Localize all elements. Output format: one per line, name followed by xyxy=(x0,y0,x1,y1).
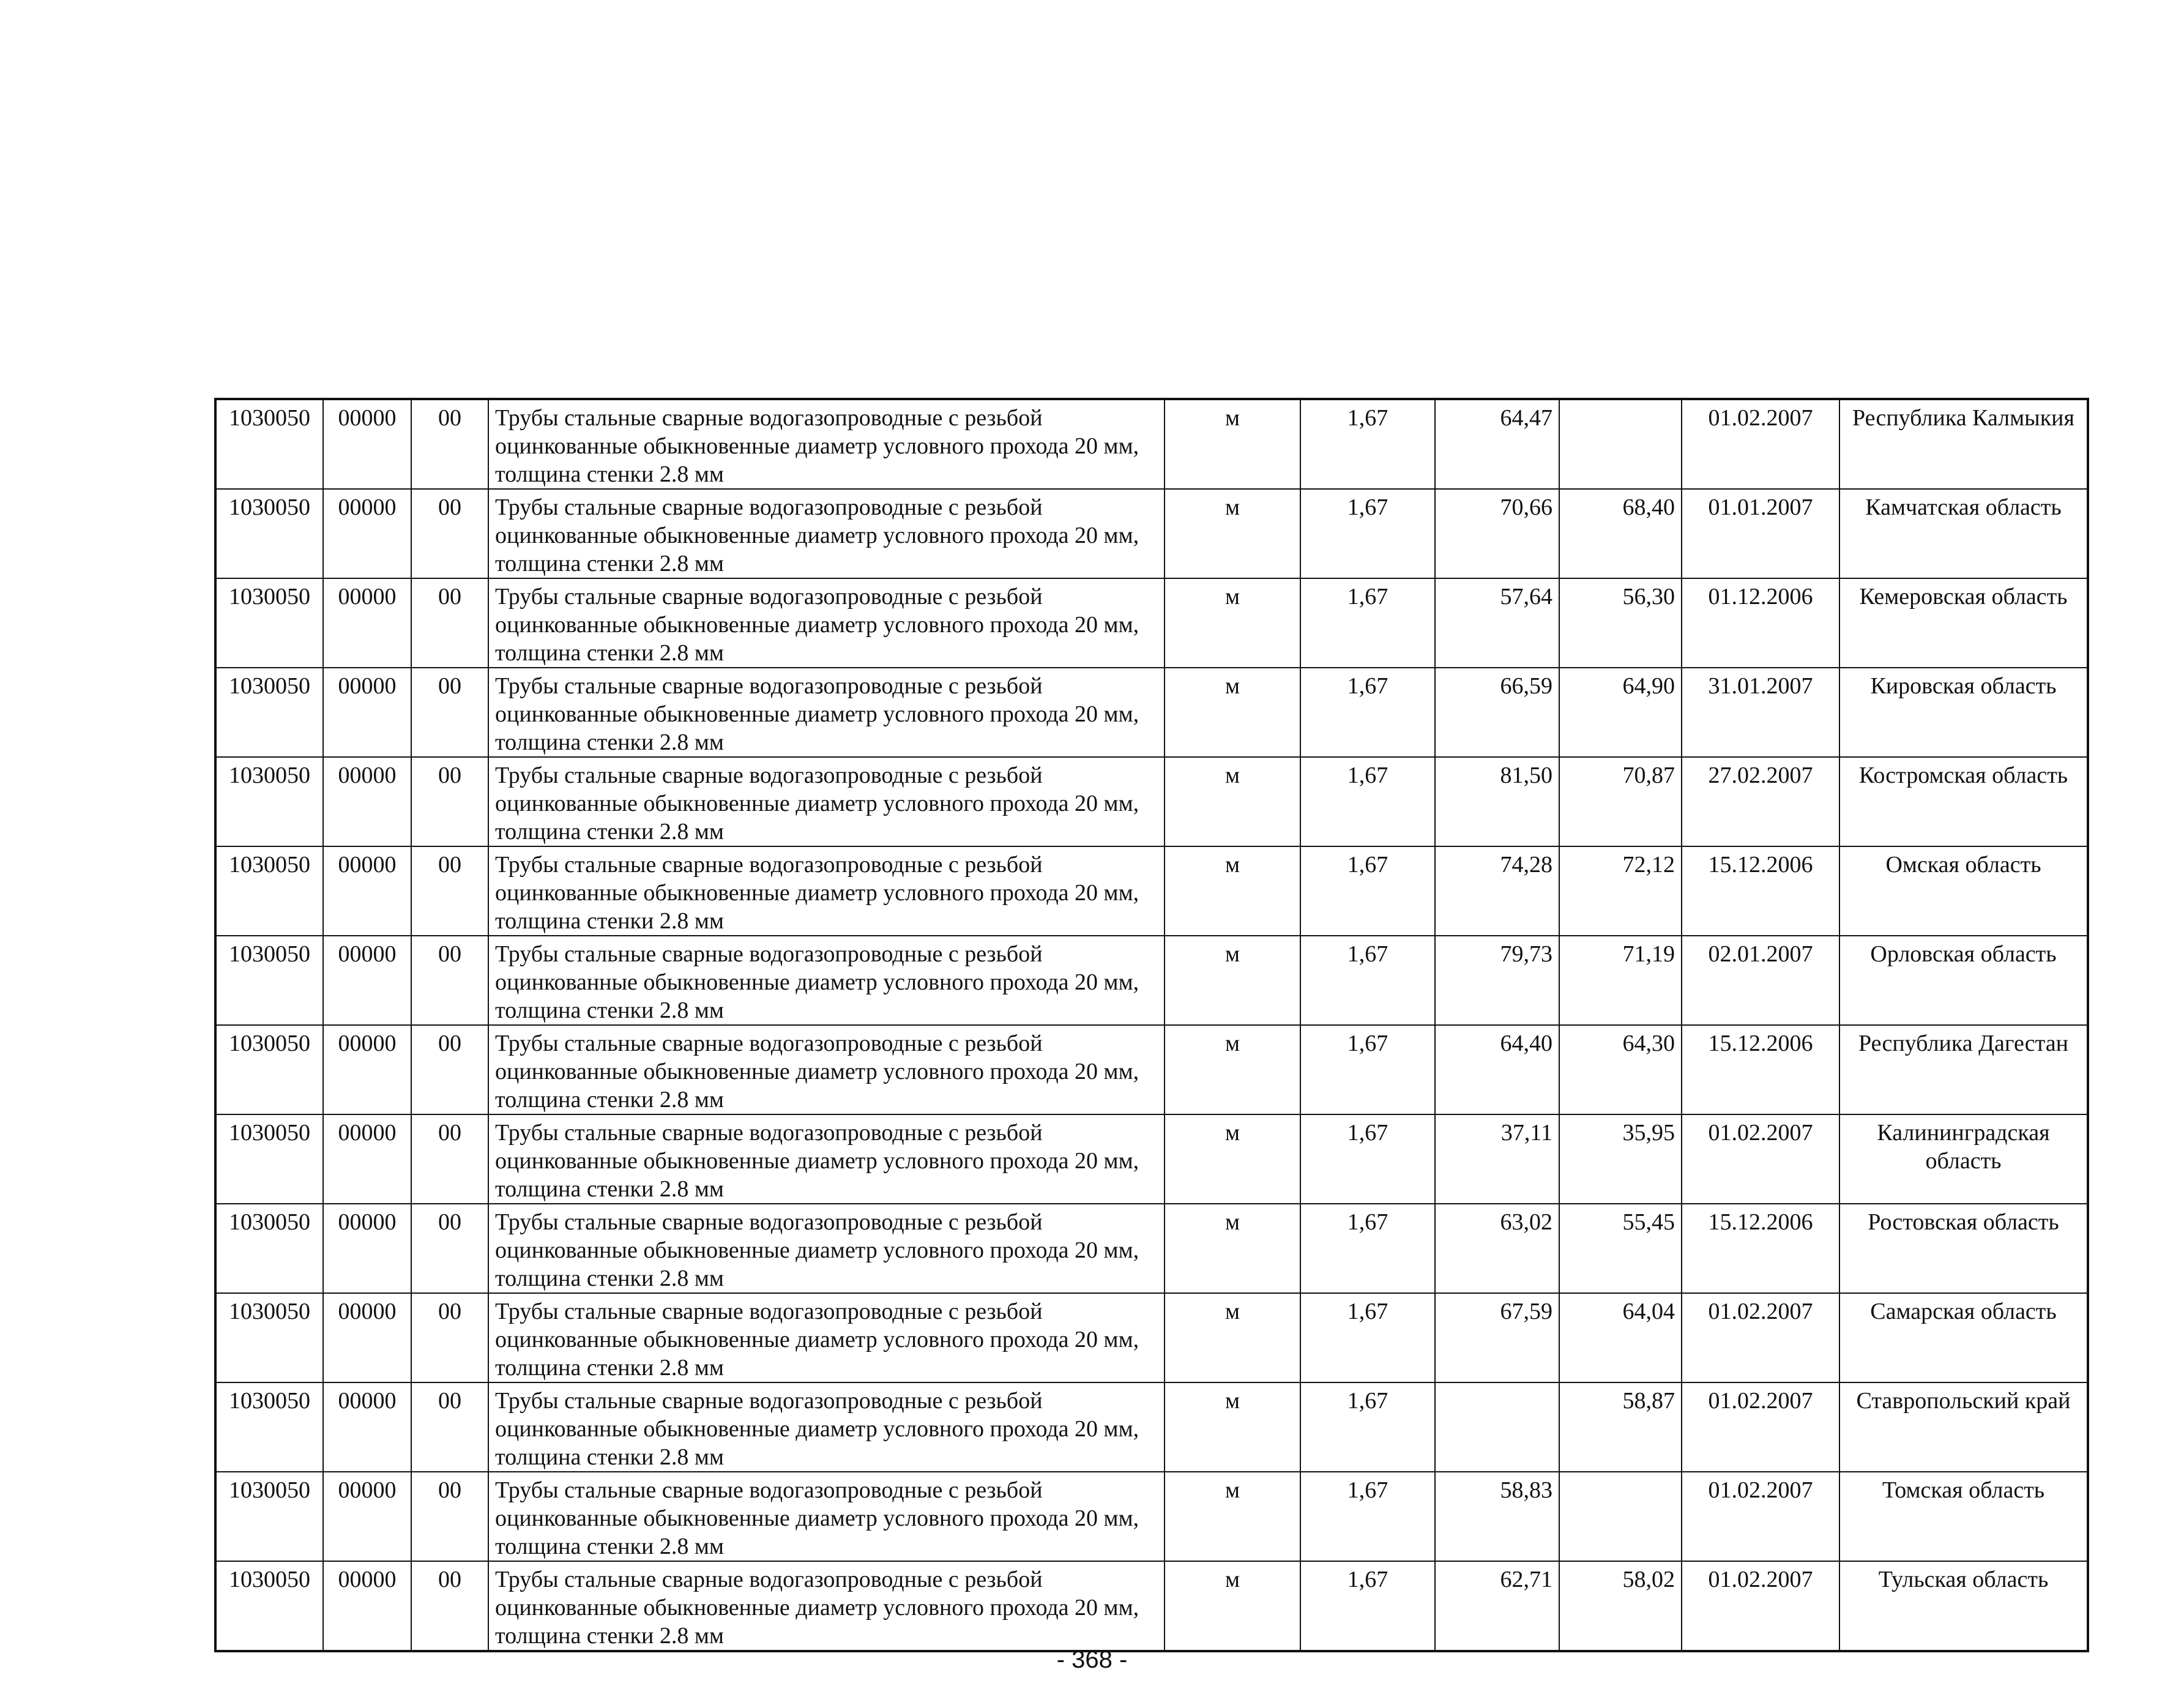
cell-price-2: 71,19 xyxy=(1559,936,1682,1025)
cell-unit: м xyxy=(1165,936,1300,1025)
cell-coefficient: 1,67 xyxy=(1300,1204,1435,1293)
table-row xyxy=(215,668,2088,757)
cell-version: 00 xyxy=(411,1204,488,1293)
cell-price-2: 35,95 xyxy=(1559,1114,1682,1204)
cell-code: 1030050 xyxy=(215,578,323,668)
cell-price-2: 58,02 xyxy=(1559,1561,1682,1651)
cell-date: 31.01.2007 xyxy=(1682,668,1839,757)
cell-coefficient: 1,67 xyxy=(1300,757,1435,846)
cell-subcode: 00000 xyxy=(323,1025,411,1114)
cell-coefficient: 1,67 xyxy=(1300,1293,1435,1382)
cell-region: Тульская область xyxy=(1839,1561,2088,1651)
cell-version: 00 xyxy=(411,1472,488,1561)
cell-code: 1030050 xyxy=(215,1114,323,1204)
cell-unit: м xyxy=(1165,757,1300,846)
cell-version: 00 xyxy=(411,757,488,846)
cell-code: 1030050 xyxy=(215,1561,323,1651)
cell-subcode: 00000 xyxy=(323,1293,411,1382)
cell-price-1: 62,71 xyxy=(1435,1561,1559,1651)
cell-coefficient: 1,67 xyxy=(1300,489,1435,578)
price-table xyxy=(214,398,2089,1652)
table-row xyxy=(215,1025,2088,1114)
cell-region: Камчатская область xyxy=(1839,489,2088,578)
table-row xyxy=(215,1382,2088,1472)
cell-version: 00 xyxy=(411,936,488,1025)
table-row xyxy=(215,578,2088,668)
cell-subcode: 00000 xyxy=(323,578,411,668)
cell-code: 1030050 xyxy=(215,1382,323,1472)
cell-price-1: 66,59 xyxy=(1435,668,1559,757)
table-row xyxy=(215,846,2088,936)
cell-coefficient: 1,67 xyxy=(1300,1472,1435,1561)
cell-region: Томская область xyxy=(1839,1472,2088,1561)
cell-coefficient: 1,67 xyxy=(1300,1114,1435,1204)
cell-coefficient: 1,67 xyxy=(1300,936,1435,1025)
cell-date: 02.01.2007 xyxy=(1682,936,1839,1025)
cell-price-2: 68,40 xyxy=(1559,489,1682,578)
cell-code: 1030050 xyxy=(215,489,323,578)
cell-price-1: 64,40 xyxy=(1435,1025,1559,1114)
cell-date: 15.12.2006 xyxy=(1682,1204,1839,1293)
cell-unit: м xyxy=(1165,578,1300,668)
cell-price-1: 57,64 xyxy=(1435,578,1559,668)
cell-price-1: 64,47 xyxy=(1435,399,1559,489)
cell-description: Трубы стальные сварные водогазопроводные с резьбой оцинкованные обыкновенные диаметр условного прохода 20 мм, толщина стенки 2.8 мм xyxy=(488,399,1165,489)
cell-code: 1030050 xyxy=(215,399,323,489)
cell-unit: м xyxy=(1165,846,1300,936)
cell-version: 00 xyxy=(411,846,488,936)
table-row xyxy=(215,1472,2088,1561)
cell-date: 01.01.2007 xyxy=(1682,489,1839,578)
cell-description: Трубы стальные сварные водогазопроводные с резьбой оцинкованные обыкновенные диаметр условного прохода 20 мм, толщина стенки 2.8 мм xyxy=(488,936,1165,1025)
cell-unit: м xyxy=(1165,399,1300,489)
cell-version: 00 xyxy=(411,1293,488,1382)
cell-version: 00 xyxy=(411,1382,488,1472)
cell-version: 00 xyxy=(411,1561,488,1651)
cell-unit: м xyxy=(1165,489,1300,578)
table-row xyxy=(215,1204,2088,1293)
cell-region: Костромская область xyxy=(1839,757,2088,846)
cell-price-1: 74,28 xyxy=(1435,846,1559,936)
table-row xyxy=(215,936,2088,1025)
cell-code: 1030050 xyxy=(215,1025,323,1114)
cell-price-2: 64,30 xyxy=(1559,1025,1682,1114)
cell-date: 27.02.2007 xyxy=(1682,757,1839,846)
cell-version: 00 xyxy=(411,668,488,757)
cell-price-1: 79,73 xyxy=(1435,936,1559,1025)
cell-version: 00 xyxy=(411,1025,488,1114)
cell-version: 00 xyxy=(411,578,488,668)
cell-coefficient: 1,67 xyxy=(1300,399,1435,489)
cell-subcode: 00000 xyxy=(323,1204,411,1293)
cell-code: 1030050 xyxy=(215,1472,323,1561)
cell-description: Трубы стальные сварные водогазопроводные с резьбой оцинкованные обыкновенные диаметр условного прохода 20 мм, толщина стенки 2.8 мм xyxy=(488,489,1165,578)
cell-unit: м xyxy=(1165,1382,1300,1472)
cell-price-2 xyxy=(1559,1472,1682,1561)
cell-description: Трубы стальные сварные водогазопроводные с резьбой оцинкованные обыкновенные диаметр условного прохода 20 мм, толщина стенки 2.8 мм xyxy=(488,1561,1165,1651)
cell-subcode: 00000 xyxy=(323,757,411,846)
table-row xyxy=(215,489,2088,578)
cell-unit: м xyxy=(1165,1293,1300,1382)
cell-code: 1030050 xyxy=(215,757,323,846)
cell-description: Трубы стальные сварные водогазопроводные с резьбой оцинкованные обыкновенные диаметр условного прохода 20 мм, толщина стенки 2.8 мм xyxy=(488,846,1165,936)
cell-region: Омская область xyxy=(1839,846,2088,936)
cell-code: 1030050 xyxy=(215,936,323,1025)
cell-unit: м xyxy=(1165,1114,1300,1204)
cell-price-2: 64,90 xyxy=(1559,668,1682,757)
cell-subcode: 00000 xyxy=(323,846,411,936)
cell-region: Ставропольский край xyxy=(1839,1382,2088,1472)
cell-price-1: 37,11 xyxy=(1435,1114,1559,1204)
cell-price-2: 55,45 xyxy=(1559,1204,1682,1293)
cell-region: Республика Дагестан xyxy=(1839,1025,2088,1114)
cell-code: 1030050 xyxy=(215,1293,323,1382)
cell-version: 00 xyxy=(411,1114,488,1204)
cell-region: Кировская область xyxy=(1839,668,2088,757)
table-row xyxy=(215,1561,2088,1651)
cell-date: 01.02.2007 xyxy=(1682,1382,1839,1472)
cell-description: Трубы стальные сварные водогазопроводные с резьбой оцинкованные обыкновенные диаметр условного прохода 20 мм, толщина стенки 2.8 мм xyxy=(488,1025,1165,1114)
cell-date: 15.12.2006 xyxy=(1682,846,1839,936)
cell-price-2: 70,87 xyxy=(1559,757,1682,846)
cell-subcode: 00000 xyxy=(323,1472,411,1561)
cell-code: 1030050 xyxy=(215,1204,323,1293)
cell-price-1 xyxy=(1435,1382,1559,1472)
cell-price-1: 81,50 xyxy=(1435,757,1559,846)
cell-description: Трубы стальные сварные водогазопроводные с резьбой оцинкованные обыкновенные диаметр условного прохода 20 мм, толщина стенки 2.8 мм xyxy=(488,1382,1165,1472)
cell-coefficient: 1,67 xyxy=(1300,578,1435,668)
cell-price-1: 70,66 xyxy=(1435,489,1559,578)
cell-description: Трубы стальные сварные водогазопроводные с резьбой оцинкованные обыкновенные диаметр условного прохода 20 мм, толщина стенки 2.8 мм xyxy=(488,1472,1165,1561)
cell-code: 1030050 xyxy=(215,846,323,936)
cell-region: Орловская область xyxy=(1839,936,2088,1025)
cell-subcode: 00000 xyxy=(323,1382,411,1472)
cell-region: Республика Калмыкия xyxy=(1839,399,2088,489)
cell-date: 01.02.2007 xyxy=(1682,399,1839,489)
cell-region: Калининградская область xyxy=(1839,1114,2088,1204)
cell-price-2: 56,30 xyxy=(1559,578,1682,668)
cell-price-2: 64,04 xyxy=(1559,1293,1682,1382)
cell-date: 01.02.2007 xyxy=(1682,1472,1839,1561)
cell-date: 01.02.2007 xyxy=(1682,1114,1839,1204)
cell-description: Трубы стальные сварные водогазопроводные с резьбой оцинкованные обыкновенные диаметр условного прохода 20 мм, толщина стенки 2.8 мм xyxy=(488,1293,1165,1382)
cell-region: Кемеровская область xyxy=(1839,578,2088,668)
cell-price-1: 67,59 xyxy=(1435,1293,1559,1382)
cell-version: 00 xyxy=(411,489,488,578)
cell-price-2: 58,87 xyxy=(1559,1382,1682,1472)
cell-version: 00 xyxy=(411,399,488,489)
cell-date: 01.12.2006 xyxy=(1682,578,1839,668)
table-row xyxy=(215,399,2088,489)
cell-description: Трубы стальные сварные водогазопроводные с резьбой оцинкованные обыкновенные диаметр условного прохода 20 мм, толщина стенки 2.8 мм xyxy=(488,1204,1165,1293)
cell-unit: м xyxy=(1165,1204,1300,1293)
page-number: - 368 - xyxy=(1056,1646,1128,1673)
cell-coefficient: 1,67 xyxy=(1300,1382,1435,1472)
cell-unit: м xyxy=(1165,668,1300,757)
cell-coefficient: 1,67 xyxy=(1300,668,1435,757)
cell-coefficient: 1,67 xyxy=(1300,846,1435,936)
cell-unit: м xyxy=(1165,1472,1300,1561)
cell-description: Трубы стальные сварные водогазопроводные с резьбой оцинкованные обыкновенные диаметр условного прохода 20 мм, толщина стенки 2.8 мм xyxy=(488,757,1165,846)
table-row xyxy=(215,1293,2088,1382)
cell-coefficient: 1,67 xyxy=(1300,1561,1435,1651)
cell-price-2: 72,12 xyxy=(1559,846,1682,936)
cell-price-1: 58,83 xyxy=(1435,1472,1559,1561)
cell-description: Трубы стальные сварные водогазопроводные с резьбой оцинкованные обыкновенные диаметр условного прохода 20 мм, толщина стенки 2.8 мм xyxy=(488,668,1165,757)
cell-subcode: 00000 xyxy=(323,1561,411,1651)
cell-coefficient: 1,67 xyxy=(1300,1025,1435,1114)
table-row xyxy=(215,757,2088,846)
cell-description: Трубы стальные сварные водогазопроводные с резьбой оцинкованные обыкновенные диаметр условного прохода 20 мм, толщина стенки 2.8 мм xyxy=(488,1114,1165,1204)
cell-date: 01.02.2007 xyxy=(1682,1293,1839,1382)
cell-subcode: 00000 xyxy=(323,489,411,578)
cell-date: 15.12.2006 xyxy=(1682,1025,1839,1114)
cell-unit: м xyxy=(1165,1025,1300,1114)
cell-date: 01.02.2007 xyxy=(1682,1561,1839,1651)
cell-price-2 xyxy=(1559,399,1682,489)
cell-description: Трубы стальные сварные водогазопроводные с резьбой оцинкованные обыкновенные диаметр условного прохода 20 мм, толщина стенки 2.8 мм xyxy=(488,578,1165,668)
cell-subcode: 00000 xyxy=(323,936,411,1025)
table-row xyxy=(215,1114,2088,1204)
cell-subcode: 00000 xyxy=(323,1114,411,1204)
cell-subcode: 00000 xyxy=(323,399,411,489)
cell-code: 1030050 xyxy=(215,668,323,757)
table-body xyxy=(215,399,2088,1651)
cell-price-1: 63,02 xyxy=(1435,1204,1559,1293)
cell-subcode: 00000 xyxy=(323,668,411,757)
cell-region: Ростовская область xyxy=(1839,1204,2088,1293)
cell-region: Самарская область xyxy=(1839,1293,2088,1382)
cell-unit: м xyxy=(1165,1561,1300,1651)
